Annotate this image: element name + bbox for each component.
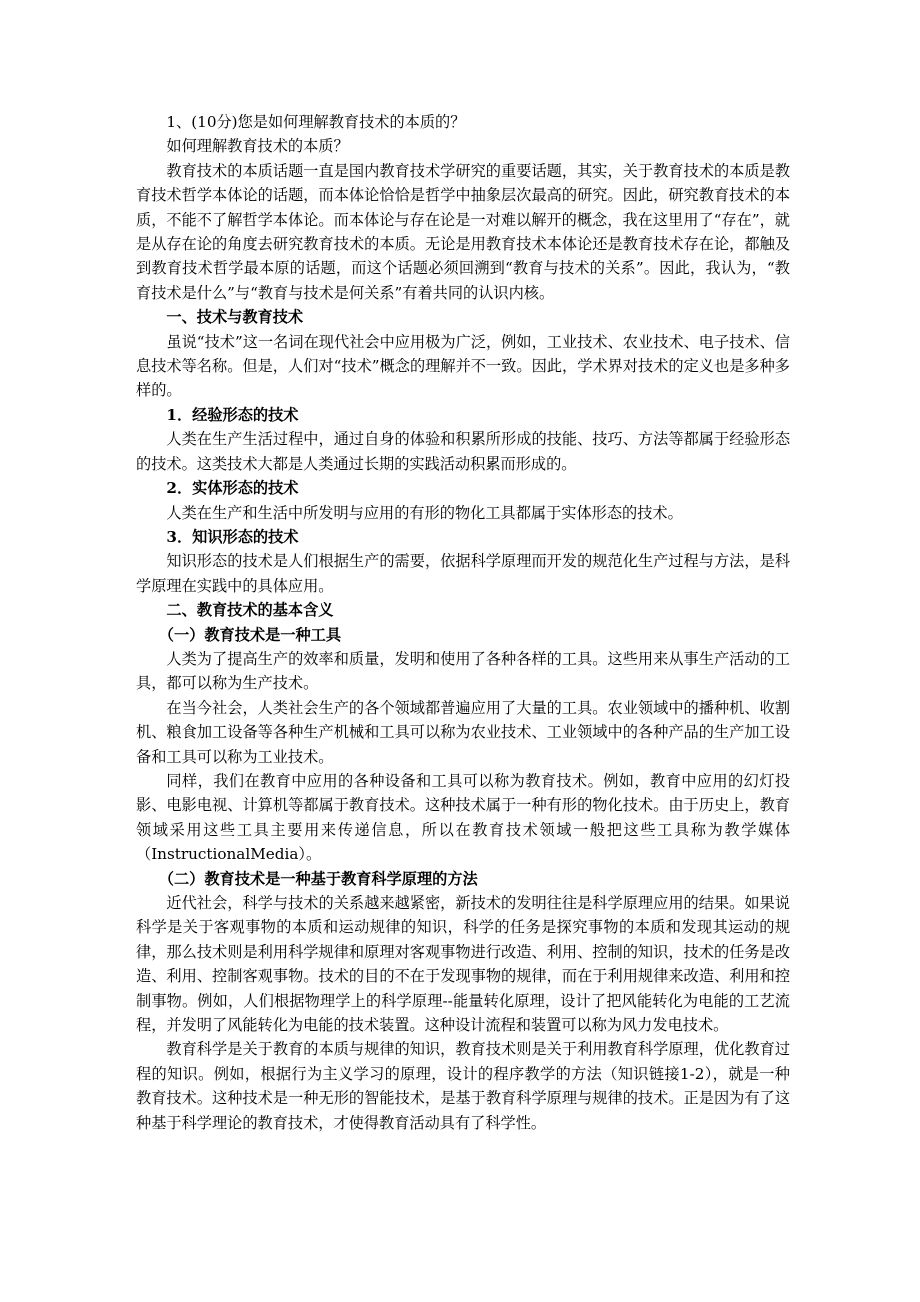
part2-paragraph: 教育科学是关于教育的本质与规律的知识，教育技术则是关于利用教育科学原理，优化教育过程的知识。例如，根据行为主义学习的原理，设计的程序教学的方法（知识链接1-2），就是一种教育技术。这种技术是一种无形的智能技术，是基于教育科学原理与规律的技术。正是因为有了这种基于科学理论的教育技术，才使得教育活动具有了科学性。	[136, 1040, 790, 1132]
subsection-heading-2: （二）教育技术是一种基于教育科学原理的方法	[158, 869, 478, 888]
question-line: 1、(10分)您是如何理解教育技术的本质的？	[166, 113, 466, 131]
item-text-3: 知识形态的技术是人们根据生产的需要，依据科学原理而开发的规范化生产过程与方法，是科学原理在实践中的具体应用。	[136, 552, 790, 595]
subsection-heading-1: （一）教育技术是一种工具	[158, 625, 342, 644]
part1-paragraph: 同样，我们在教育中应用的各种设备和工具可以称为教育技术。例如，教育中应用的幻灯投影、电影电视、计算机等都属于教育技术。这种技术属于一种有形的物化技术。由于历史上，教育领域采用这些工具主要用来传递信息，所以在教育技术领域一般把这些工具称为教学媒体（InstructionalMedia）。	[136, 771, 790, 864]
document-body	[136, 110, 790, 1135]
subtitle-line: 如何理解教育技术的本质？	[166, 137, 349, 156]
item-heading-1: 1．经验形态的技术	[166, 405, 299, 424]
item-heading-2: 2．实体形态的技术	[166, 479, 299, 498]
item-text-2: 人类在生产和生活中所发明与应用的有形的物化工具都属于实体形态的技术。	[166, 503, 683, 522]
item-heading-3: 3．知识形态的技术	[166, 527, 299, 546]
section1-intro: 虽说“技术”这一名词在现代社会中应用极为广泛，例如，工业技术、农业技术、电子技术、信息技术等名称。但是，人们对“技术”概念的理解并不一致。因此，学术界对技术的定义也是多种多样的。	[136, 332, 790, 400]
intro-paragraph: 教育技术的本质话题一直是国内教育技术学研究的重要话题，其实，关于教育技术的本质是教育技术哲学本体论的话题，而本体论恰恰是哲学中抽象层次最高的研究。因此，研究教育技术的本质，不能不了解哲学本体论。而本体论与存在论是一对难以解开的概念，我在这里用了“存在”，就是从存在论的角度去研究教育技术的本质。无论是用教育技术本体论还是教育技术存在论，都触及到教育技术哲学最本原的话题，而这个话题必须回溯到“教育与技术的关系”。因此，我认为，“教育技术是什么”与“教育与技术是何关系”有着共同的认识内核。	[136, 161, 790, 302]
part2-paragraph: 近代社会，科学与技术的关系越来越紧密，新技术的发明往往是科学原理应用的结果。如果说科学是关于客观事物的本质和运动规律的知识，科学的任务是探究事物的本质和发现其运动的规律，那么技术则是利用科学规律和原理对客观事物进行改造、利用、控制的知识，技术的任务是改造、利用、控制客观事物。技术的目的不在于发现事物的规律，而在于利用规律来改造、利用和控制事物。例如，人们根据物理学上的科学原理--能量转化原理，设计了把风能转化为电能的工艺流程，并发明了风能转化为电能的技术装置。这种设计流程和装置可以称为风力发电技术。	[136, 894, 790, 1035]
item-text-1: 人类在生产生活过程中，通过自身的体验和积累所形成的技能、技巧、方法等都属于经验形态的技术。这类技术大都是人类通过长期的实践活动积累而形成的。	[136, 430, 790, 473]
section-heading-1: 一、技术与教育技术	[166, 308, 304, 327]
part1-paragraph: 人类为了提高生产的效率和质量，发明和使用了各种各样的工具。这些用来从事生产活动的工具，都可以称为生产技术。	[136, 649, 790, 693]
section-heading-2: 二、教育技术的基本含义	[166, 601, 334, 620]
part1-paragraph: 在当今社会，人类社会生产的各个领域都普遍应用了大量的工具。农业领域中的播种机、收割机、粮食加工设备等各种生产机械和工具可以称为农业技术、工业领域中的各种产品的生产加工设备和工具可以称为工业技术。	[136, 698, 790, 766]
